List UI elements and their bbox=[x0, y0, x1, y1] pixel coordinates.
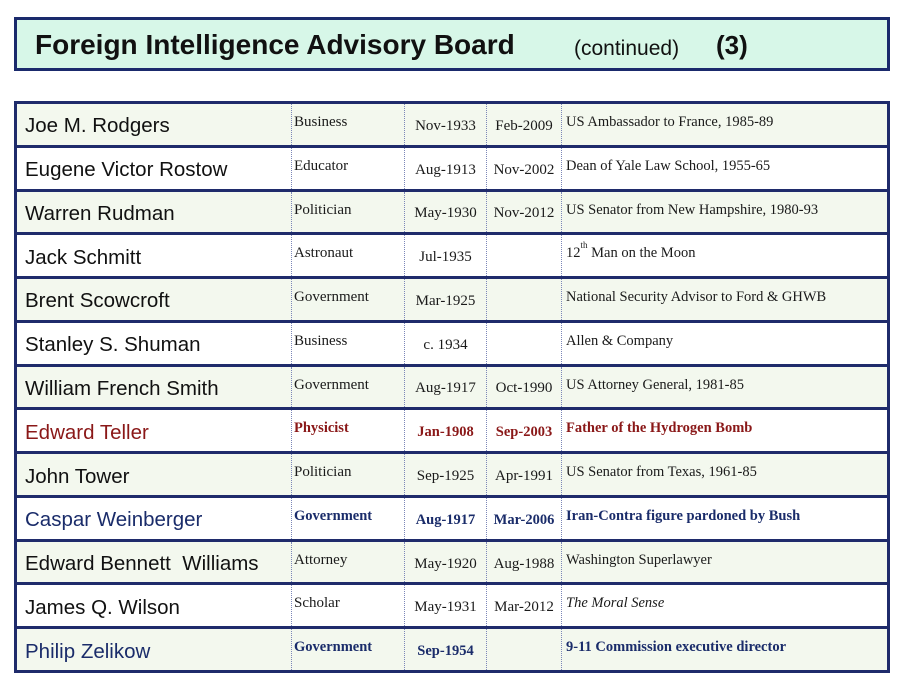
table-row-highlighted bbox=[17, 629, 887, 670]
member-occupation: Politician bbox=[291, 454, 404, 495]
member-died: Mar-2012 bbox=[486, 585, 561, 626]
member-note: 12 th Man on the Moon bbox=[561, 235, 887, 276]
member-died bbox=[486, 279, 561, 320]
member-occupation: Government bbox=[291, 629, 404, 670]
member-occupation: Astronaut bbox=[291, 235, 404, 276]
member-died: Apr-1991 bbox=[486, 454, 561, 495]
member-born: Aug-1917 bbox=[404, 367, 486, 408]
member-occupation: Business bbox=[291, 323, 404, 364]
member-born: Aug-1913 bbox=[404, 148, 486, 189]
table-row bbox=[17, 235, 887, 276]
table-row bbox=[17, 367, 887, 408]
member-occupation: Scholar bbox=[291, 585, 404, 626]
member-died bbox=[486, 323, 561, 364]
member-note: US Attorney General, 1981-85 bbox=[561, 367, 887, 408]
member-born: c. 1934 bbox=[404, 323, 486, 364]
member-died: Nov-2012 bbox=[486, 192, 561, 233]
member-note: The Moral Sense bbox=[561, 585, 887, 626]
member-born: May-1920 bbox=[404, 542, 486, 583]
member-died: Feb-2009 bbox=[486, 104, 561, 145]
member-occupation: Government bbox=[291, 498, 404, 539]
member-note: Allen & Company bbox=[561, 323, 887, 364]
member-occupation: Attorney bbox=[291, 542, 404, 583]
member-note: 9-11 Commission executive director bbox=[561, 629, 887, 670]
table-row-highlighted bbox=[17, 410, 887, 451]
title-banner bbox=[14, 17, 890, 71]
member-name: Joe M. Rodgers bbox=[25, 114, 170, 138]
table-row bbox=[17, 585, 887, 626]
member-name: William French Smith bbox=[25, 376, 219, 400]
member-born: May-1930 bbox=[404, 192, 486, 233]
member-name: Jack Schmitt bbox=[25, 245, 142, 269]
member-born: Jul-1935 bbox=[404, 235, 486, 276]
member-name: Warren Rudman bbox=[25, 201, 175, 225]
member-died bbox=[486, 629, 561, 670]
member-died: Aug-1988 bbox=[486, 542, 561, 583]
member-occupation: Physicist bbox=[291, 410, 404, 451]
page-title: Foreign Intelligence Advisory Board bbox=[35, 29, 515, 60]
table-row bbox=[17, 454, 887, 495]
member-born: Mar-1925 bbox=[404, 279, 486, 320]
member-note: Father of the Hydrogen Bomb bbox=[561, 410, 887, 451]
member-occupation: Business bbox=[291, 104, 404, 145]
member-born: May-1931 bbox=[404, 585, 486, 626]
member-name: Caspar Weinberger bbox=[25, 508, 203, 532]
member-born: Aug-1917 bbox=[404, 498, 486, 539]
member-note: US Senator from Texas, 1961-85 bbox=[561, 454, 887, 495]
member-name: Stanley S. Shuman bbox=[25, 333, 201, 357]
member-occupation: Politician bbox=[291, 192, 404, 233]
member-born: Sep-1954 bbox=[404, 629, 486, 670]
member-name: James Q. Wilson bbox=[25, 595, 180, 619]
member-died: Mar-2006 bbox=[486, 498, 561, 539]
member-name: Eugene Victor Rostow bbox=[25, 158, 228, 182]
member-died bbox=[486, 235, 561, 276]
member-born: Nov-1933 bbox=[404, 104, 486, 145]
member-name: Philip Zelikow bbox=[25, 639, 151, 663]
member-name: Brent Scowcroft bbox=[25, 289, 170, 313]
member-occupation: Government bbox=[291, 279, 404, 320]
member-note: Dean of Yale Law School, 1955-65 bbox=[561, 148, 887, 189]
member-note: US Ambassador to France, 1985-89 bbox=[561, 104, 887, 145]
member-note: Iran-Contra figure pardoned by Bush bbox=[561, 498, 887, 539]
member-died: Nov-2002 bbox=[486, 148, 561, 189]
table-row bbox=[17, 148, 887, 189]
member-name: Edward Bennett Williams bbox=[25, 552, 259, 576]
member-occupation: Educator bbox=[291, 148, 404, 189]
members-table bbox=[14, 101, 890, 673]
table-row bbox=[17, 192, 887, 233]
table-row bbox=[17, 542, 887, 583]
member-born: Jan-1908 bbox=[404, 410, 486, 451]
table-row bbox=[17, 279, 887, 320]
note-ordinal: 12 bbox=[566, 245, 581, 262]
member-died: Sep-2003 bbox=[486, 410, 561, 451]
member-name: John Tower bbox=[25, 464, 130, 488]
table-row bbox=[17, 104, 887, 145]
table-row bbox=[17, 323, 887, 364]
table-row-highlighted bbox=[17, 498, 887, 539]
page-number: (3) bbox=[716, 30, 748, 60]
note-text: Man on the Moon bbox=[587, 245, 696, 262]
member-occupation: Government bbox=[291, 367, 404, 408]
member-died: Oct-1990 bbox=[486, 367, 561, 408]
member-name: Edward Teller bbox=[25, 420, 149, 444]
member-note: US Senator from New Hampshire, 1980-93 bbox=[561, 192, 887, 233]
member-born: Sep-1925 bbox=[404, 454, 486, 495]
member-note: National Security Advisor to Ford & GHWB bbox=[561, 279, 887, 320]
member-note: Washington Superlawyer bbox=[561, 542, 887, 583]
page-subtitle: (continued) bbox=[574, 37, 680, 60]
